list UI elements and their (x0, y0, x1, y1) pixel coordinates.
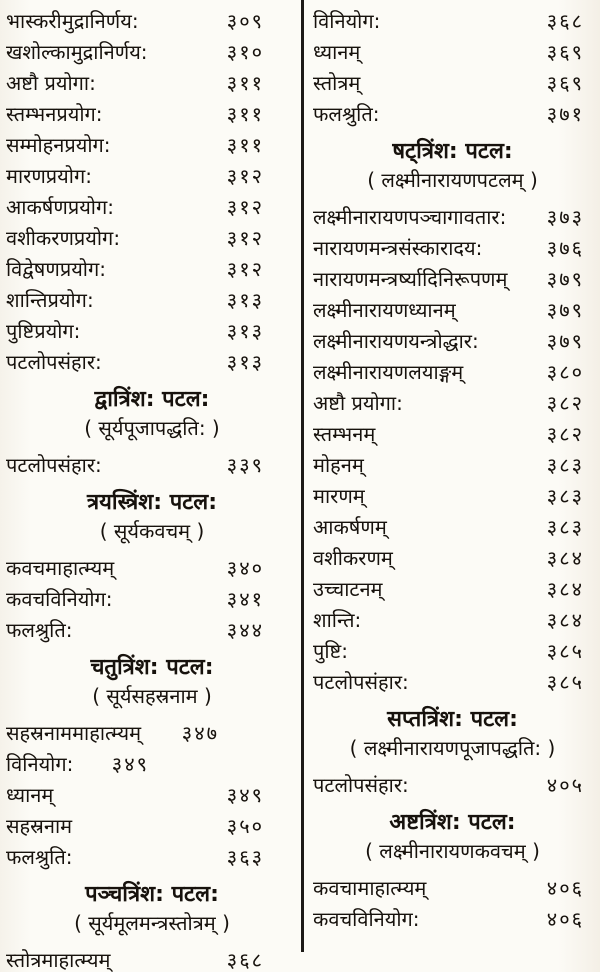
entry-page-number: ३७९ (546, 298, 584, 322)
entry-page-number: ४०६ (546, 907, 584, 931)
entry-title: सहस्रनाममाहात्म्यम् (6, 721, 142, 745)
entry-page-number: ३८३ (546, 515, 584, 539)
toc-entry (313, 769, 592, 800)
entry-title: लक्ष्मीनारायणयन्त्रोद्धार: (313, 329, 479, 353)
chapter-heading: त्रयस्त्रिंश: पटल: (86, 490, 218, 515)
entry-page-number: ३८४ (546, 608, 584, 632)
entry-title: खशोल्कामुद्रानिर्णय: (6, 40, 148, 64)
entry-page-number: ३११ (226, 133, 264, 157)
toc-entry (6, 253, 298, 284)
chapter-heading: षट्त्रिंश: पटल: (392, 139, 513, 164)
entry-page-number: ३७१ (546, 102, 584, 126)
entry-page-number: ३४९ (226, 783, 264, 807)
entry-page-number: ३१३ (226, 319, 264, 343)
toc-entry (6, 315, 298, 346)
entry-page-number: ३११ (226, 71, 264, 95)
toc-entry (6, 841, 298, 872)
entry-title: स्तम्भनप्रयोग: (6, 102, 103, 126)
toc-entry (6, 346, 298, 377)
entry-title: ध्यानम् (313, 40, 361, 64)
entry-page-number: ३१० (226, 40, 264, 64)
toc-entry (313, 98, 592, 129)
entry-page-number: ३८५ (546, 639, 584, 663)
entry-title: स्तोत्रम् (313, 71, 361, 95)
entry-title: उच्चाटनम् (313, 577, 383, 601)
entry-page-number: ३४९ (111, 752, 149, 776)
entry-page-number: ३६८ (546, 9, 584, 33)
entry-page-number: ३८३ (546, 453, 584, 477)
entry-page-number: ३८५ (546, 670, 584, 694)
entry-title: मारणप्रयोग: (6, 164, 92, 188)
toc-entry (313, 5, 592, 36)
entry-title: कवचमाहात्म्यम् (6, 556, 115, 580)
entry-title: विनियोग: (313, 9, 381, 33)
chapter-heading: सप्तत्रिंश: पटल: (387, 707, 518, 732)
entry-page-number: ४०६ (546, 876, 584, 900)
toc-entry (6, 98, 298, 129)
toc-entry (6, 160, 298, 191)
toc-entry (313, 387, 592, 418)
chapter-subtitle: ( सूर्यपूजापद्धति: ) (84, 416, 220, 440)
toc-entry (6, 222, 298, 253)
right-column (313, 5, 592, 934)
entry-title: वशीकरणम् (313, 546, 393, 570)
entry-title: सहस्रनाम (6, 814, 73, 838)
entry-title: अष्टौ प्रयोगा: (313, 391, 403, 415)
entry-page-number: ३४७ (181, 721, 219, 745)
toc-entry (313, 449, 592, 480)
toc-entry (313, 232, 592, 263)
entry-page-number: ३८२ (546, 422, 584, 446)
entry-page-number: ३१२ (226, 164, 264, 188)
entry-page-number: ३१२ (226, 195, 264, 219)
entry-page-number: ३४४ (226, 618, 264, 642)
toc-entry (313, 511, 592, 542)
toc-entry (313, 604, 592, 635)
entry-page-number: ३८४ (546, 546, 584, 570)
column-divider (301, 0, 304, 952)
entry-title: पुष्टि: (313, 639, 348, 663)
entry-title: मारणम् (313, 484, 365, 508)
entry-page-number: ३१३ (226, 288, 264, 312)
chapter-subtitle: ( लक्ष्मीनारायणपटलम् ) (367, 168, 538, 192)
toc-entry (6, 191, 298, 222)
entry-page-number: ३६९ (546, 40, 584, 64)
toc-entry (313, 263, 592, 294)
entry-title: पटलोपसंहार: (6, 350, 102, 374)
left-column (6, 5, 298, 972)
toc-entry (313, 635, 592, 666)
entry-page-number: ३३९ (226, 453, 264, 477)
toc-entry (313, 542, 592, 573)
chapter-heading: पञ्चत्रिंश: पटल: (85, 882, 219, 907)
entry-title: लक्ष्मीनारायणपञ्चागावतार: (313, 205, 507, 229)
toc-entry (6, 748, 298, 779)
chapter-subtitle: ( सूर्यमूलमन्त्रस्तोत्रम् ) (74, 911, 230, 935)
entry-title: पुष्टिप्रयोग: (6, 319, 81, 343)
toc-entry (313, 666, 592, 697)
entry-page-number: ३६८ (226, 948, 264, 972)
entry-title: मोहनम् (313, 453, 364, 477)
entry-title: लक्ष्मीनारायणलयाङ्गम् (313, 360, 464, 384)
chapter-heading: द्वात्रिंश: पटल: (94, 387, 210, 412)
entry-title: कवचविनियोग: (313, 907, 420, 931)
entry-page-number: ३१३ (226, 350, 264, 374)
toc-entry (313, 356, 592, 387)
toc-entry (6, 944, 298, 972)
toc-entry (313, 903, 592, 934)
entry-page-number: ४०५ (546, 773, 584, 797)
entry-page-number: ३५० (226, 814, 264, 838)
entry-title: आकर्षणम् (313, 515, 387, 539)
entry-page-number: ३८४ (546, 577, 584, 601)
entry-page-number: ३०९ (226, 9, 264, 33)
entry-title: विद्वेषणप्रयोग: (6, 257, 106, 281)
toc-entry (313, 67, 592, 98)
entry-page-number: ३६३ (226, 845, 264, 869)
entry-title: शान्ति: (313, 608, 362, 632)
entry-title: वशीकरणप्रयोग: (6, 226, 121, 250)
entry-page-number: ३१२ (226, 257, 264, 281)
toc-entry (6, 284, 298, 315)
entry-title: फलश्रुति: (6, 845, 73, 869)
entry-title: भास्करीमुद्रानिर्णय: (6, 9, 139, 33)
toc-entry (313, 418, 592, 449)
entry-page-number: ३४१ (226, 587, 264, 611)
toc-entry (313, 573, 592, 604)
entry-page-number: ३७३ (546, 205, 584, 229)
entry-page-number: ३७९ (546, 267, 584, 291)
chapter-heading: अष्टत्रिंश: पटल: (389, 810, 516, 835)
entry-title: पटलोपसंहार: (313, 773, 409, 797)
entry-page-number: ३४० (226, 556, 264, 580)
toc-entry (313, 201, 592, 232)
toc-entry (6, 552, 298, 583)
entry-title: फलश्रुति: (313, 102, 380, 126)
entry-title: शान्तिप्रयोग: (6, 288, 94, 312)
toc-entry (6, 810, 298, 841)
entry-title: पटलोपसंहार: (313, 670, 409, 694)
toc-entry (6, 449, 298, 480)
toc-entry (6, 614, 298, 645)
toc-entry (313, 872, 592, 903)
entry-title: अष्टौ प्रयोगा: (6, 71, 96, 95)
entry-page-number: ३७६ (546, 236, 584, 260)
toc-entry (313, 325, 592, 356)
entry-page-number: ३७९ (546, 329, 584, 353)
entry-page-number: ३८३ (546, 484, 584, 508)
toc-entry (6, 129, 298, 160)
toc-entry (6, 5, 298, 36)
entry-title: फलश्रुति: (6, 618, 73, 642)
entry-title: स्तोत्रमाहात्म्यम् (6, 948, 111, 972)
toc-entry (6, 717, 298, 748)
chapter-subtitle: ( सूर्यकवचम् ) (99, 519, 205, 543)
entry-title: नारायणमन्त्रर्ष्यादिनिरूपणम् (313, 267, 508, 291)
entry-title: कवचामाहात्म्यम् (313, 876, 427, 900)
entry-page-number: ३१२ (226, 226, 264, 250)
chapter-subtitle: ( लक्ष्मीनारायणकवचम् ) (365, 839, 540, 863)
entry-title: लक्ष्मीनारायणध्यानम् (313, 298, 456, 322)
entry-title: आकर्षणप्रयोग: (6, 195, 114, 219)
entry-page-number: ३८० (546, 360, 584, 384)
entry-title: सम्मोहनप्रयोग: (6, 133, 111, 157)
toc-entry (6, 36, 298, 67)
entry-title: ध्यानम् (6, 783, 54, 807)
entry-page-number: ३८२ (546, 391, 584, 415)
entry-title: नारायणमन्त्रसंस्कारादय: (313, 236, 483, 260)
entry-title: विनियोग: (6, 752, 74, 776)
chapter-heading: चतुत्रिंश: पटल: (90, 655, 214, 680)
entry-page-number: ३११ (226, 102, 264, 126)
toc-entry (313, 480, 592, 511)
toc-entry (313, 294, 592, 325)
chapter-subtitle: ( लक्ष्मीनारायणपूजापद्धति: ) (349, 736, 556, 760)
toc-entry (6, 67, 298, 98)
toc-entry (313, 36, 592, 67)
chapter-subtitle: ( सूर्यसहस्रनाम ) (92, 684, 212, 708)
entry-title: कवचविनियोग: (6, 587, 113, 611)
toc-entry (6, 779, 298, 810)
entry-title: स्तम्भनम् (313, 422, 376, 446)
toc-entry (6, 583, 298, 614)
entry-page-number: ३६९ (546, 71, 584, 95)
entry-title: पटलोपसंहार: (6, 453, 102, 477)
